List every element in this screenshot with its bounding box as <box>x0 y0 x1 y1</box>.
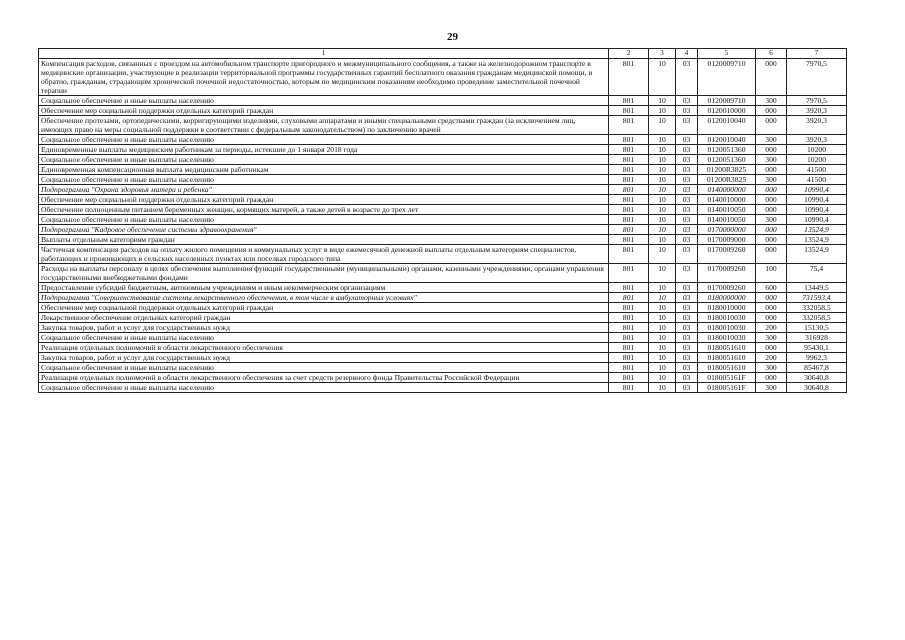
subsection-code: 03 <box>676 363 698 373</box>
grbs-code: 801 <box>609 264 649 283</box>
table-row <box>39 106 847 116</box>
section-code: 10 <box>649 313 676 323</box>
section-code: 10 <box>649 195 676 205</box>
amount: 316928 <box>787 333 847 343</box>
item-name: Выплаты отдельным категориям граждан <box>39 235 609 245</box>
subsection-code: 03 <box>676 323 698 333</box>
amount: 41500 <box>787 175 847 185</box>
item-name: Единовременная компенсационная выплата медицинским работникам <box>39 165 609 175</box>
target-article-code: 018005161F <box>698 383 756 393</box>
target-article-code: 0180051610 <box>698 363 756 373</box>
item-name: Частичная компенсация расходов на оплату жилого помещения и коммунальных услуг в виде ежемесячной денежной выплаты отдельным категориям специалистов, работающих и проживающих в сельских населенных пунктах или поселках городского типа <box>39 245 609 264</box>
grbs-code: 801 <box>609 303 649 313</box>
item-name: Расходы на выплаты персоналу в целях обеспечения выполнения функций государственными (муниципальными) органами, казенными учреждениями, органами управления государственными внебюджетными фондами <box>39 264 609 283</box>
table-row <box>39 264 847 283</box>
section-code: 10 <box>649 363 676 373</box>
target-article-code: 0120051360 <box>698 145 756 155</box>
expense-type-code: 000 <box>756 205 787 215</box>
expense-type-code: 100 <box>756 264 787 283</box>
column-header: 6 <box>756 49 787 59</box>
expense-type-code: 000 <box>756 373 787 383</box>
grbs-code: 801 <box>609 313 649 323</box>
expense-type-code: 000 <box>756 185 787 195</box>
subsection-code: 03 <box>676 215 698 225</box>
section-code: 10 <box>649 353 676 363</box>
target-article-code: 0140010000 <box>698 195 756 205</box>
target-article-code: 0180000000 <box>698 293 756 303</box>
expense-type-code: 000 <box>756 106 787 116</box>
item-name: Социальное обеспечение и иные выплаты населению <box>39 215 609 225</box>
column-header: 7 <box>787 49 847 59</box>
grbs-code: 801 <box>609 145 649 155</box>
column-header: 4 <box>676 49 698 59</box>
target-article-code: 0180051610 <box>698 353 756 363</box>
target-article-code: 0120009710 <box>698 96 756 106</box>
amount: 13524,9 <box>787 225 847 235</box>
item-name: Социальное обеспечение и иные выплаты населению <box>39 155 609 165</box>
table-row <box>39 165 847 175</box>
budget-table <box>38 48 847 393</box>
amount: 85467,8 <box>787 363 847 373</box>
expense-type-code: 000 <box>756 343 787 353</box>
subsection-code: 03 <box>676 195 698 205</box>
page-number: 29 <box>447 31 458 43</box>
table-row <box>39 135 847 145</box>
grbs-code: 801 <box>609 323 649 333</box>
amount: 41500 <box>787 165 847 175</box>
amount: 13524,9 <box>787 245 847 264</box>
target-article-code: 0120010040 <box>698 116 756 135</box>
target-article-code: 0180051610 <box>698 343 756 353</box>
grbs-code: 801 <box>609 205 649 215</box>
section-code: 10 <box>649 96 676 106</box>
column-header: 5 <box>698 49 756 59</box>
subsection-code: 03 <box>676 165 698 175</box>
section-code: 10 <box>649 293 676 303</box>
item-name: Закупка товаров, работ и услуг для государственных нужд <box>39 323 609 333</box>
subsection-code: 03 <box>676 293 698 303</box>
subsection-code: 03 <box>676 155 698 165</box>
grbs-code: 801 <box>609 116 649 135</box>
table-row <box>39 195 847 205</box>
subsection-code: 03 <box>676 235 698 245</box>
expense-type-code: 000 <box>756 245 787 264</box>
amount: 3920,3 <box>787 106 847 116</box>
item-name: Реализация отдельных полномочий в области лекарственного обеспечения за счет средств резервного фонда Правительства Российской Федерации <box>39 373 609 383</box>
grbs-code: 801 <box>609 353 649 363</box>
item-name: Социальное обеспечение и иные выплаты населению <box>39 333 609 343</box>
item-name: Обеспечение мер социальной поддержки отдельных категорий граждан <box>39 106 609 116</box>
grbs-code: 801 <box>609 165 649 175</box>
item-name: Обеспечение мер социальной поддержки отдельных категорий граждан <box>39 195 609 205</box>
target-article-code: 0180010030 <box>698 323 756 333</box>
amount: 10200 <box>787 145 847 155</box>
target-article-code: 0180010030 <box>698 313 756 323</box>
expense-type-code: 000 <box>756 165 787 175</box>
amount: 10990,4 <box>787 205 847 215</box>
grbs-code: 801 <box>609 283 649 293</box>
table-row <box>39 155 847 165</box>
item-name: Закупка товаров, работ и услуг для государственных нужд <box>39 353 609 363</box>
section-code: 10 <box>649 235 676 245</box>
column-header: 1 <box>39 49 609 59</box>
item-name: Лекарственное обеспечение отдельных категорий граждан <box>39 313 609 323</box>
amount: 13449,5 <box>787 283 847 293</box>
target-article-code: 0120009710 <box>698 59 756 96</box>
section-code: 10 <box>649 175 676 185</box>
grbs-code: 801 <box>609 363 649 373</box>
expense-type-code: 300 <box>756 363 787 373</box>
target-article-code: 0140010050 <box>698 215 756 225</box>
item-name: Подпрограмма "Совершенствование системы лекарственного обеспечения, в том числе в амбулаторных условиях" <box>39 293 609 303</box>
column-header: 2 <box>609 49 649 59</box>
grbs-code: 801 <box>609 106 649 116</box>
subsection-code: 03 <box>676 313 698 323</box>
table-row <box>39 323 847 333</box>
section-code: 10 <box>649 215 676 225</box>
grbs-code: 801 <box>609 245 649 264</box>
subsection-code: 03 <box>676 303 698 313</box>
grbs-code: 801 <box>609 333 649 343</box>
subsection-code: 03 <box>676 96 698 106</box>
item-name: Социальное обеспечение и иные выплаты населению <box>39 363 609 373</box>
target-article-code: 0170009260 <box>698 264 756 283</box>
table-row <box>39 353 847 363</box>
section-code: 10 <box>649 303 676 313</box>
section-code: 10 <box>649 343 676 353</box>
item-name: Реализация отдельных полномочий в области лекарственного обеспечения <box>39 343 609 353</box>
section-code: 10 <box>649 283 676 293</box>
subsection-code: 03 <box>676 205 698 215</box>
expense-type-code: 300 <box>756 383 787 393</box>
expense-type-code: 000 <box>756 59 787 96</box>
amount: 332058,5 <box>787 313 847 323</box>
expense-type-code: 600 <box>756 283 787 293</box>
subsection-code: 03 <box>676 283 698 293</box>
target-article-code: 01200R3825 <box>698 175 756 185</box>
table-row <box>39 313 847 323</box>
table-row <box>39 205 847 215</box>
table-header-row <box>39 49 847 59</box>
section-code: 10 <box>649 165 676 175</box>
subsection-code: 03 <box>676 135 698 145</box>
expense-type-code: 000 <box>756 303 787 313</box>
item-name: Подпрограмма "Кадровое обеспечение системы здравоохранения" <box>39 225 609 235</box>
grbs-code: 801 <box>609 235 649 245</box>
subsection-code: 03 <box>676 225 698 235</box>
target-article-code: 0170009260 <box>698 245 756 264</box>
target-article-code: 0140000000 <box>698 185 756 195</box>
grbs-code: 801 <box>609 373 649 383</box>
target-article-code: 018005161F <box>698 373 756 383</box>
grbs-code: 801 <box>609 195 649 205</box>
subsection-code: 03 <box>676 59 698 96</box>
column-header: 3 <box>649 49 676 59</box>
table-row <box>39 293 847 303</box>
expense-type-code: 000 <box>756 145 787 155</box>
section-code: 10 <box>649 373 676 383</box>
table-row <box>39 343 847 353</box>
item-name: Единовременные выплаты медицинским работникам за периоды, истекшие до 1 января 2018 года <box>39 145 609 155</box>
table-row <box>39 59 847 96</box>
table-row <box>39 383 847 393</box>
expense-type-code: 300 <box>756 96 787 106</box>
table-row <box>39 283 847 293</box>
expense-type-code: 200 <box>756 353 787 363</box>
grbs-code: 801 <box>609 175 649 185</box>
table-row <box>39 145 847 155</box>
table-row <box>39 225 847 235</box>
target-article-code: 0170009000 <box>698 235 756 245</box>
item-name: Обеспечение мер социальной поддержки отдельных категорий граждан <box>39 303 609 313</box>
amount: 10990,4 <box>787 185 847 195</box>
amount: 10990,4 <box>787 195 847 205</box>
subsection-code: 03 <box>676 145 698 155</box>
target-article-code: 0170000000 <box>698 225 756 235</box>
section-code: 10 <box>649 245 676 264</box>
section-code: 10 <box>649 155 676 165</box>
subsection-code: 03 <box>676 185 698 195</box>
expense-type-code: 300 <box>756 333 787 343</box>
subsection-code: 03 <box>676 373 698 383</box>
subsection-code: 03 <box>676 353 698 363</box>
subsection-code: 03 <box>676 383 698 393</box>
table-row <box>39 235 847 245</box>
subsection-code: 03 <box>676 106 698 116</box>
subsection-code: 03 <box>676 343 698 353</box>
section-code: 10 <box>649 116 676 135</box>
item-name: Компенсация расходов, связанных с проездом на автомобильном транспорте пригородного и межмуниципального сообщения, а также на железнодорожном транспорте в медицинские организации, участвующие в реализации территориальной программы государственных гарантий бесплатного оказания гражданам медицинской помощи, и обратно, гражданам, страдающим хронической почечной недостаточностью, которым по медицинским показаниям необходимо проведение заместительной почечной терапии <box>39 59 609 96</box>
target-article-code: 0120010040 <box>698 135 756 145</box>
table-row <box>39 303 847 313</box>
table-row <box>39 245 847 264</box>
grbs-code: 801 <box>609 135 649 145</box>
section-code: 10 <box>649 59 676 96</box>
subsection-code: 03 <box>676 116 698 135</box>
grbs-code: 801 <box>609 215 649 225</box>
item-name: Обеспечение протезами, ортопедическими, корригирующими изделиями, слуховыми аппаратами и иными специальными средствами граждан (за исключением лиц, имеющих право на меры социальной поддержки в соответствии с федеральным законодательством) по заключению врачей <box>39 116 609 135</box>
amount: 30640,8 <box>787 383 847 393</box>
grbs-code: 801 <box>609 59 649 96</box>
table-row <box>39 96 847 106</box>
table-row <box>39 175 847 185</box>
amount: 13524,9 <box>787 235 847 245</box>
grbs-code: 801 <box>609 293 649 303</box>
target-article-code: 0120051360 <box>698 155 756 165</box>
expense-type-code: 300 <box>756 155 787 165</box>
amount: 75,4 <box>787 264 847 283</box>
section-code: 10 <box>649 333 676 343</box>
target-article-code: 0180010030 <box>698 333 756 343</box>
subsection-code: 03 <box>676 245 698 264</box>
subsection-code: 03 <box>676 175 698 185</box>
amount: 7970,5 <box>787 59 847 96</box>
table-row <box>39 333 847 343</box>
expense-type-code: 000 <box>756 235 787 245</box>
target-article-code: 01200R3825 <box>698 165 756 175</box>
section-code: 10 <box>649 383 676 393</box>
table-row <box>39 116 847 135</box>
target-article-code: 0180010000 <box>698 303 756 313</box>
amount: 10200 <box>787 155 847 165</box>
expense-type-code: 000 <box>756 293 787 303</box>
target-article-code: 0170009260 <box>698 283 756 293</box>
grbs-code: 801 <box>609 96 649 106</box>
expense-type-code: 300 <box>756 215 787 225</box>
expense-type-code: 000 <box>756 225 787 235</box>
grbs-code: 801 <box>609 155 649 165</box>
item-name: Социальное обеспечение и иные выплаты населению <box>39 175 609 185</box>
grbs-code: 801 <box>609 343 649 353</box>
section-code: 10 <box>649 225 676 235</box>
section-code: 10 <box>649 145 676 155</box>
item-name: Обеспечение полноценным питанием беременных женщин, кормящих матерей, а также детей в возрасте до трех лет <box>39 205 609 215</box>
grbs-code: 801 <box>609 225 649 235</box>
expense-type-code: 000 <box>756 116 787 135</box>
item-name: Социальное обеспечение и иные выплаты населению <box>39 96 609 106</box>
item-name: Предоставление субсидий бюджетным, автономным учреждениям и иным некоммерческим организациям <box>39 283 609 293</box>
section-code: 10 <box>649 323 676 333</box>
subsection-code: 03 <box>676 264 698 283</box>
amount: 3920,3 <box>787 116 847 135</box>
expense-type-code: 000 <box>756 195 787 205</box>
table-row <box>39 215 847 225</box>
target-article-code: 0140010050 <box>698 205 756 215</box>
item-name: Подпрограмма "Охрана здоровья матери и ребенка" <box>39 185 609 195</box>
item-name: Социальное обеспечение и иные выплаты населению <box>39 135 609 145</box>
table-row <box>39 185 847 195</box>
amount: 332058,5 <box>787 303 847 313</box>
expense-type-code: 200 <box>756 323 787 333</box>
section-code: 10 <box>649 185 676 195</box>
grbs-code: 801 <box>609 383 649 393</box>
section-code: 10 <box>649 135 676 145</box>
subsection-code: 03 <box>676 333 698 343</box>
grbs-code: 801 <box>609 185 649 195</box>
expense-type-code: 300 <box>756 135 787 145</box>
amount: 9962,3 <box>787 353 847 363</box>
amount: 30640,8 <box>787 373 847 383</box>
amount: 15130,5 <box>787 323 847 333</box>
expense-type-code: 300 <box>756 175 787 185</box>
section-code: 10 <box>649 106 676 116</box>
expense-type-code: 000 <box>756 313 787 323</box>
amount: 7970,5 <box>787 96 847 106</box>
amount: 10990,4 <box>787 215 847 225</box>
amount: 95430,1 <box>787 343 847 353</box>
table-row <box>39 363 847 373</box>
section-code: 10 <box>649 205 676 215</box>
table-row <box>39 373 847 383</box>
item-name: Социальное обеспечение и иные выплаты населению <box>39 383 609 393</box>
target-article-code: 0120010000 <box>698 106 756 116</box>
section-code: 10 <box>649 264 676 283</box>
amount: 731593,4 <box>787 293 847 303</box>
amount: 3920,3 <box>787 135 847 145</box>
